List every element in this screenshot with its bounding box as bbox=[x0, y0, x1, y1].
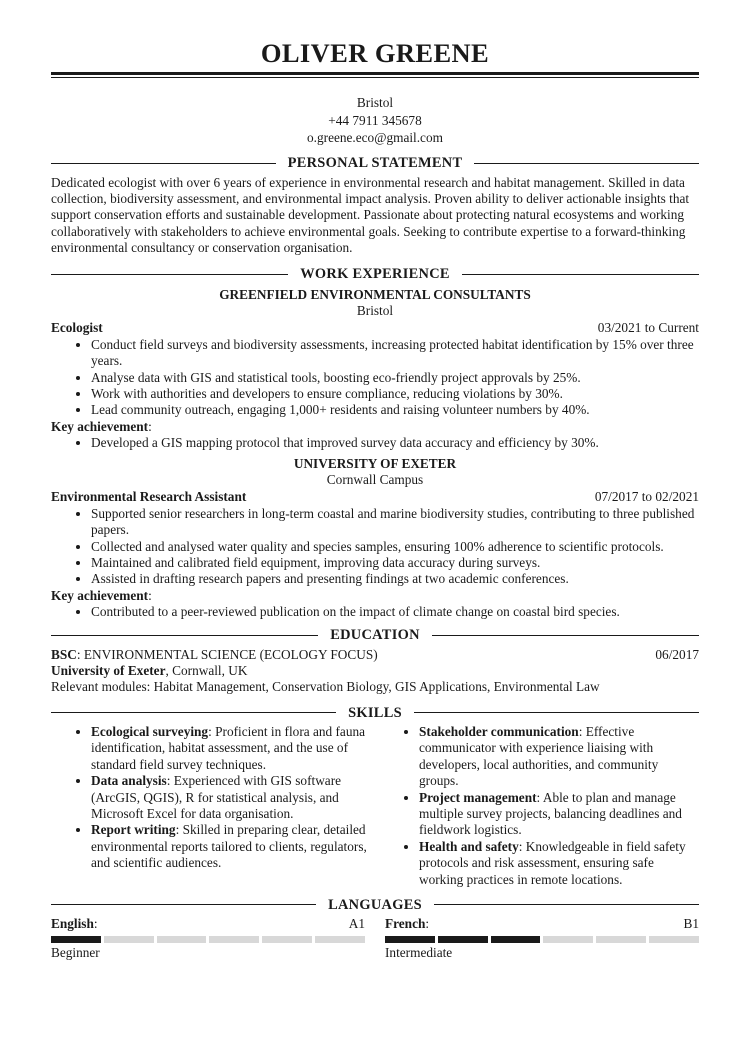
language-name: French bbox=[385, 915, 426, 931]
job-bullet: • Conduct field surveys and biodiversity assessments, increasing protected habitat identification by 15% over three years. bbox=[91, 337, 699, 370]
section-education bbox=[51, 627, 699, 645]
language-level: Intermediate bbox=[385, 945, 453, 961]
skill-desc: Able to plan and manage multiple survey projects, balancing deadlines and fieldwork logistics. bbox=[419, 789, 682, 838]
job-bullet: • Maintained and calibrated field equipment, improving data accuracy during surveys. bbox=[91, 555, 699, 571]
skill-desc: Knowledgeable in field safety protocols and risk assessment, ensuring safe working practices in remote locations. bbox=[419, 838, 686, 887]
education-date: 06/2017 bbox=[655, 646, 699, 662]
name-divider bbox=[51, 72, 699, 75]
job-entry bbox=[51, 287, 699, 452]
section-title: PERSONAL STATEMENT bbox=[287, 155, 463, 172]
job-role: Environmental Research Assistant bbox=[51, 489, 247, 505]
language-entry bbox=[385, 916, 699, 962]
skill-name: Health and safety bbox=[419, 838, 519, 854]
section-personal-statement bbox=[51, 155, 699, 173]
resume-page bbox=[51, 0, 699, 962]
education-modules: Relevant modules: Habitat Management, Conservation Biology, GIS Applications, Environmental Law bbox=[51, 679, 600, 695]
skill-name: Project management bbox=[419, 789, 537, 805]
language-name-wrap: French: bbox=[385, 915, 430, 931]
key-achievement-item: • Developed a GIS mapping protocol that improved survey data accuracy and efficiency by 30%. bbox=[91, 435, 699, 451]
key-achievement-list bbox=[51, 435, 699, 451]
job-bullet: • Supported senior researchers in long-term coastal and marine biodiversity studies, contributing to three published papers. bbox=[91, 506, 699, 539]
language-level-bar bbox=[385, 936, 699, 943]
job-bullet: • Lead community outreach, engaging 1,000+ residents and raising volunteer numbers by 40%. bbox=[91, 402, 699, 418]
skill-name: Report writing bbox=[91, 822, 176, 838]
section-skills bbox=[51, 704, 699, 722]
level-segment bbox=[104, 936, 154, 943]
job-location: Cornwall Campus bbox=[326, 472, 424, 487]
level-segment bbox=[543, 936, 593, 943]
language-header bbox=[51, 916, 365, 932]
skill-item: • Report writing: Skilled in preparing clear, detailed environmental reports tailored to clients, regulators, and scientific audiences. bbox=[91, 822, 371, 871]
section-title: EDUCATION bbox=[330, 627, 420, 644]
language-level: Beginner bbox=[51, 945, 100, 961]
section-title: SKILLS bbox=[348, 704, 402, 721]
contact-location: Bristol bbox=[356, 95, 394, 110]
job-employer: GREENFIELD ENVIRONMENTAL CONSULTANTS bbox=[219, 286, 531, 302]
job-bullet: • Assisted in drafting research papers and presenting findings at two academic conferences. bbox=[91, 571, 699, 587]
key-achievement-list bbox=[51, 604, 699, 620]
section-work-experience bbox=[51, 266, 699, 284]
skill-name: Data analysis bbox=[91, 773, 167, 789]
section-languages bbox=[51, 896, 699, 914]
level-segment bbox=[51, 936, 101, 943]
key-achievement-title: Key achievement bbox=[51, 587, 149, 603]
job-bullet: • Collected and analysed water quality and species samples, ensuring 100% adherence to scientific protocols. bbox=[91, 539, 699, 555]
education-degree: BSC: ENVIRONMENTAL SCIENCE (ECOLOGY FOCUS) bbox=[51, 646, 378, 662]
level-segment bbox=[315, 936, 365, 943]
language-level-bar bbox=[51, 936, 365, 943]
job-dates: 07/2017 to 02/2021 bbox=[594, 489, 699, 505]
contact-email: o.greene.eco@gmail.com bbox=[307, 130, 443, 145]
level-segment bbox=[209, 936, 259, 943]
level-segment bbox=[491, 936, 541, 943]
key-achievement-label: Key achievement: bbox=[51, 418, 152, 434]
language-header bbox=[385, 916, 699, 932]
job-entry bbox=[51, 456, 699, 621]
level-segment bbox=[157, 936, 207, 943]
skill-item: • Ecological surveying: Proficient in flora and fauna identification, habitat assessment, and the use of standard field survey techniques. bbox=[91, 724, 371, 773]
personal-statement-text: Dedicated ecologist with over 6 years of experience in environmental research and habitat management. Skilled in data collection, biodiversity assessment, and environmental impact analysis. Proven ability to deliver actionable insights that support conservation efforts and sustainable development. Passionate about protecting natural ecosystems and working collaboratively with stakeholders to achieve environmental goals. Seeking to contribute expertise to a forward-thinking environmental consultancy or conservation organisation. bbox=[51, 174, 690, 256]
skills-column-right bbox=[383, 724, 699, 888]
job-role-line bbox=[51, 320, 699, 336]
key-achievement-item: • Contributed to a peer-reviewed publication on the impact of climate change on coastal bird species. bbox=[91, 604, 699, 620]
skills-column-left bbox=[51, 724, 383, 888]
level-segment bbox=[262, 936, 312, 943]
contact-block bbox=[51, 94, 699, 147]
job-bullet: • Analyse data with GIS and statistical tools, boosting eco-friendly project approvals by 25%. bbox=[91, 370, 699, 386]
job-role: Ecologist bbox=[51, 320, 103, 336]
level-segment bbox=[649, 936, 699, 943]
job-employer: UNIVERSITY OF EXETER bbox=[293, 455, 457, 471]
work-list bbox=[51, 287, 699, 621]
language-entry bbox=[51, 916, 365, 962]
section-title: LANGUAGES bbox=[328, 896, 422, 913]
skill-desc: Effective communicator with experience liaising with developers, local authorities, and community groups. bbox=[419, 723, 659, 789]
key-achievement-title: Key achievement bbox=[51, 418, 149, 434]
language-code: B1 bbox=[683, 915, 699, 931]
key-achievement-label: Key achievement: bbox=[51, 587, 152, 603]
skill-desc: Skilled in preparing clear, detailed environmental reports tailored to clients, regulators, and scientific audiences. bbox=[91, 822, 367, 871]
skill-name: Ecological surveying bbox=[91, 723, 209, 739]
skills-grid bbox=[51, 724, 699, 888]
language-name: English bbox=[51, 915, 94, 931]
section-title: WORK EXPERIENCE bbox=[300, 266, 450, 283]
job-bullet: • Work with authorities and developers to ensure compliance, reducing violations by 30%. bbox=[91, 386, 699, 402]
skill-desc: Proficient in flora and fauna identification, habitat assessment, and the use of standard field survey techniques. bbox=[91, 723, 366, 772]
skill-name: Stakeholder communication bbox=[419, 723, 579, 739]
education-degree-line bbox=[51, 647, 699, 663]
level-segment bbox=[385, 936, 435, 943]
level-segment bbox=[438, 936, 488, 943]
language-name-wrap: English: bbox=[51, 915, 98, 931]
job-location: Bristol bbox=[356, 302, 394, 318]
skill-desc: Experienced with GIS software (ArcGIS, QGIS), R for statistical analysis, and Microsoft Excel for data organisation. bbox=[91, 773, 342, 821]
language-code: A1 bbox=[348, 915, 365, 931]
job-dates: 03/2021 to Current bbox=[597, 320, 699, 336]
job-role-line bbox=[51, 489, 699, 505]
languages-list bbox=[51, 916, 699, 962]
contact-phone: +44 7911 345678 bbox=[328, 112, 422, 128]
level-segment bbox=[596, 936, 646, 943]
skill-item: • Data analysis: Experienced with GIS software (ArcGIS, QGIS), R for statistical analysis, and Microsoft Excel for data organisation. bbox=[91, 773, 371, 822]
candidate-name: OLIVER GREENE bbox=[260, 38, 490, 68]
skill-item: • Project management: Able to plan and manage multiple survey projects, balancing deadlines and fieldwork logistics. bbox=[419, 790, 699, 839]
job-bullets bbox=[51, 506, 699, 588]
skill-item: • Stakeholder communication: Effective communicator with experience liaising with developers, local authorities, and community groups. bbox=[419, 724, 699, 790]
skill-item: • Health and safety: Knowledgeable in field safety protocols and risk assessment, ensuring safe working practices in remote locations. bbox=[419, 839, 699, 888]
education-institution: University of Exeter, Cornwall, UK bbox=[51, 663, 248, 679]
job-bullets bbox=[51, 337, 699, 419]
name-divider-thin bbox=[51, 77, 699, 78]
